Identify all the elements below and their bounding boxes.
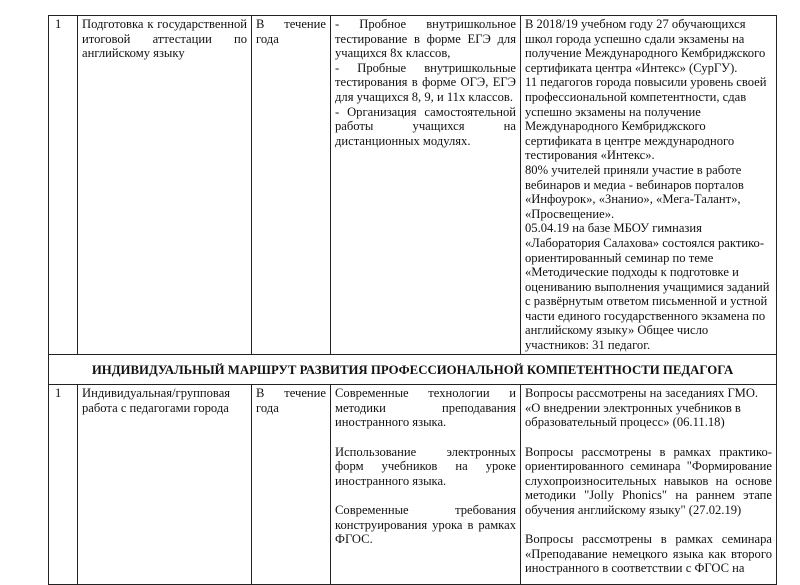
- content-item: Использование электронных форм учебников на уроке иностранного языка.: [335, 444, 516, 488]
- section-header-row: [49, 354, 777, 385]
- content-item: Современные технологии и методики преподавания иностранного языка.: [335, 386, 516, 430]
- content-cell: [331, 16, 521, 355]
- section-title: ИНДИВИДУАЛЬНЫЙ МАРШРУТ РАЗВИТИЯ ПРОФЕССИОНАЛЬНОЙ КОМПЕТЕНТНОСТИ ПЕДАГОГА: [49, 354, 777, 385]
- result-item: 80% учителей приняли участие в работе вебинаров и медиа - вебинаров порталов «Инфоурок», «Знанио», «Мега-Талант», «Просвещение».: [525, 162, 744, 221]
- term-cell: В течение года: [252, 385, 331, 585]
- table-row: [49, 385, 777, 585]
- activity-cell: Индивидуальная/групповая работа с педагогами города: [78, 385, 252, 585]
- result-item: Вопросы рассмотрены в рамках практико-ориентированного семинара "Формирование слухопроизносительных навыков на основе методики "Jolly Phonics" на раннем этапе обучения английскому языку" (27.02.19): [525, 444, 772, 517]
- result-item: «О внедрении электронных учебников в образовательный процесс» (06.11.18): [525, 400, 741, 430]
- content-item: Современные требования конструирования урока в рамках ФГОС.: [335, 503, 516, 547]
- row-number: 1: [49, 385, 78, 585]
- result-item: 05.04.19 на базе МБОУ гимназия «Лаборатория Салахова» состоялся рактико-ориентированный семинар по теме «Методические подходы к подготовке и оцениванию выполнения учащимися заданий с развёрнутым ответом письменной и устной части единого государственного экзамена по английскому языку» Общее число участников: 31 педагог.: [525, 221, 770, 353]
- result-item: Вопросы рассмотрены в рамках семинара «Преподавание немецкого языка как второго иностранного в соответствии с ФГОС на: [525, 532, 772, 576]
- result-item: Вопросы рассмотрены на заседаниях ГМО.: [525, 386, 759, 401]
- content-item: - Организация самостоятельной работы учащихся на дистанционных модулях.: [335, 104, 516, 148]
- result-cell: [521, 385, 777, 585]
- row-number: 1: [49, 16, 78, 355]
- result-item: 11 педагогов города повысили уровень своей профессиональной компетентности, сдав успешно экзамены на получение Международного Кембриджского сертификата в центре международного тестирования «Интекс».: [525, 75, 767, 163]
- result-item: В 2018/19 учебном году 27 обучающихся школ города успешно сдали экзамены на получение Международного Кембриджского сертификата центра «Интекс» (СурГУ).: [525, 17, 766, 75]
- term-cell: В течение года: [252, 16, 331, 355]
- table-row: [49, 16, 777, 355]
- result-cell: [521, 16, 777, 355]
- content-item: - Пробные внутришкольные тестирования в форме ОГЭ, ЕГЭ для учащихся 8, 9, и 11х классов.: [335, 60, 516, 104]
- activity-cell: Подготовка к государственной итоговой аттестации по английскому языку: [78, 16, 252, 355]
- plan-table: [48, 15, 777, 585]
- content-cell: [331, 385, 521, 585]
- content-item: - Пробное внутришкольное тестирование в форме ЕГЭ для учащихся 8х классов,: [335, 17, 516, 61]
